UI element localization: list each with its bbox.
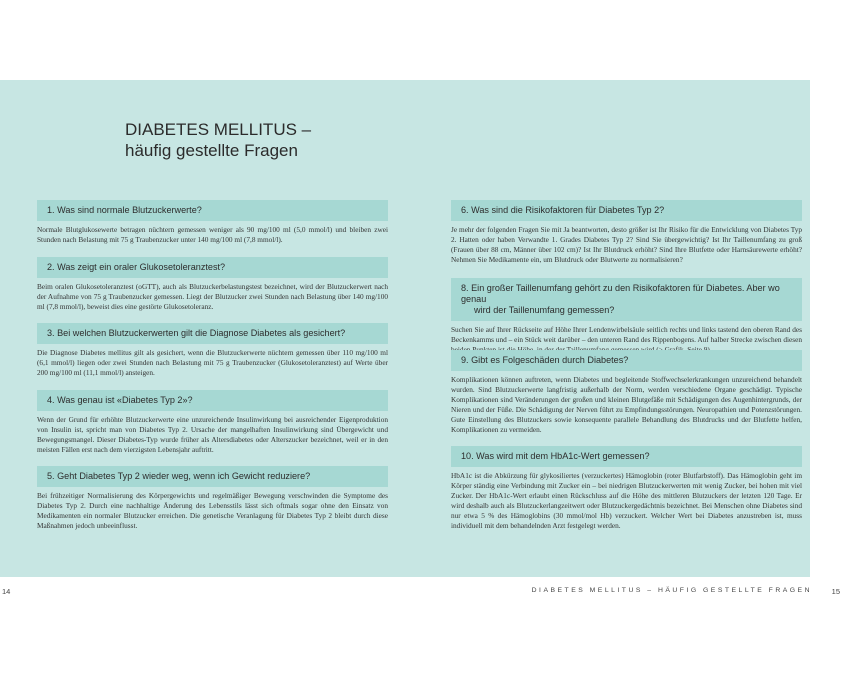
- faq-answer: Bei frühzeitiger Normalisierung des Körpergewichts und regelmäßiger Bewegung verschwinden die Symptome des Diabetes Typ 2. Durch eine nachhaltige Änderung des Lebensstils lässt sich oftmals sogar ohne den Einsatz von Medikamenten ein normaler Blutzucker erreichen. Die genetische Veranlagung für Diabetes Typ 2 bleibt durch diese Maßnahmen jedoch unbeeinflusst.: [37, 491, 388, 530]
- page-title-line1: DIABETES MELLITUS –: [125, 120, 312, 139]
- faq-item-6: [451, 200, 802, 265]
- faq-question: 9. Gibt es Folgeschäden durch Diabetes?: [451, 350, 802, 371]
- faq-question: 5. Geht Diabetes Typ 2 wieder weg, wenn ich Gewicht reduziere?: [37, 466, 388, 487]
- running-head: DIABETES MELLITUS – HÄUFIG GESTELLTE FRAGEN: [531, 587, 812, 594]
- faq-answer: Je mehr der folgenden Fragen Sie mit Ja beantworten, desto größer ist Ihr Risiko für die Entwicklung von Diabetes Typ 2. Hatten oder haben Verwandte 1. Grades Diabetes Typ 2? Sind Sie übergewichtig? Ist Ihr Taillenumfang zu groß (Frauen über 88 cm, Männer über 102 cm)? Ist Ihr Blutdruck erhöht? Sind Ihre Blutfette oder Harnsäurewerte erhöht? Nehmen Sie Medikamente ein, um Blutdruck oder Blutwerte zu normalisieren?: [451, 225, 802, 264]
- faq-question: 3. Bei welchen Blutzuckerwerten gilt die Diagnose Diabetes als gesichert?: [37, 323, 388, 344]
- faq-answer: Suchen Sie auf Ihrer Rückseite auf Höhe Ihrer Lendenwirbelsäule seitlich rechts und links tastend den oberen Rand des Beckenkamms und – ein Stück weit darüber – den unteren Rand des Rippenbogens. Auf halber Strecke zwischen diesen: [451, 325, 802, 344]
- faq-answer: HbA1c ist die Abkürzung für glykosiliertes (verzuckertes) Hämoglobin (roter Blutfarbstoff). Das Hämoglobin geht im Körper ständig eine Verbindung mit Zucker ein – bei niedrigen Blutzuckerwerten mit wenig Zucker, bei hohen mit viel Zucker. Der HbA1c-Wert erlaubt einen Rückschluss auf die Höhe des mittleren Blutzuckers der letzten 120 Tage. Er wird deshalb auch als Blutzuckerlangzeitwert oder Blutzuckergedächtnis bezeichnet. Bei Menschen ohne Diabetes sind nur etwa 5 % des Hämoglobins (30 mmol/mol Hb) verzuckert. Welcher Wert bei Diabetes anzustreben ist, muss individuell mit dem behandelnden Arzt festgelegt werden.: [451, 471, 802, 530]
- faq-question: [451, 278, 802, 321]
- faq-question: 10. Was wird mit dem HbA1c-Wert gemessen?: [451, 446, 802, 467]
- faq-item-5: [37, 466, 388, 531]
- faq-answer: Beim oralen Glukosetoleranztest (oGTT), auch als Blutzuckerbelastungstest bezeichnet, wird der Blutzuckerwert nach der Aufnahme von 75 g Traubenzucker gemessen. Liegt der Blutzucker zwei Stunden nach Belastung über 140 mg/100 ml (7,8 mmol/l), beweist dies eine gestörte Glukosetoleranz.: [37, 282, 388, 311]
- page-title: [125, 119, 311, 161]
- faq-item-10: [451, 446, 802, 530]
- faq-item-3: [37, 323, 388, 378]
- faq-answer: Wenn der Grund für erhöhte Blutzuckerwerte eine unzureichende Insulinwirkung bei ausreichender Eigenproduktion von Insulin ist, spricht man von Diabetes Typ 2. Ursache der mangelhaften Insulinwirkung sind Übergewicht und Bewegungsmangel. Dieser Diabetes-Typ wurde früher als Altersdiabetes oder Alterszucker bezeichnet, weil er in den meisten Fällen erst nach dem vierzigsten Lebensjahr auftritt.: [37, 415, 388, 454]
- page-title-line2: häufig gestellte Fragen: [125, 141, 298, 160]
- faq-question-line1: 8. Ein großer Taillenumfang gehört zu den Risikofaktoren für Diabetes. Aber wo genau: [461, 283, 780, 304]
- faq-item-8: [451, 278, 802, 355]
- faq-question: 4. Was genau ist «Diabetes Typ 2»?: [37, 390, 388, 411]
- page-number-left: 14: [2, 587, 11, 596]
- faq-answer: Komplikationen können auftreten, wenn Diabetes und begleitende Stoffwechselerkrankungen unzureichend behandelt wurden. Sind Blutzuckerwerte langfristig außerhalb der Norm, werden verschiedene Organe geschädigt. Typische Komplikationen sind Veränderungen der großen und kleinen Blutgefäße mit Schädigungen des Augenhintergrunds, der Nieren und der Füße. Die Schädigung der Nerven führt zu Empfindungsstörungen. Neuropathien und Potenzstörungen. Gute Einstellung des Blutzuckers sowie konsequente parallele Behandlung des Blutdrucks und der Blutfette helfen, Komplikationen zu vermeiden.: [451, 375, 802, 434]
- faq-answer: Normale Blutglukosewerte betragen nüchtern gemessen weniger als 90 mg/100 ml (5,0 mmol/l) und bleiben zwei Stunden nach Belastung mit 75 g Traubenzucker unter 140 mg/100 ml (7,8 mmol/l).: [37, 225, 388, 244]
- faq-question-line2: wird der Taillenumfang gemessen?: [474, 305, 615, 315]
- faq-item-1: [37, 200, 388, 245]
- page-spread: [0, 80, 810, 577]
- page-number-right: 15: [831, 587, 840, 596]
- faq-item-9: [451, 350, 802, 434]
- faq-question: 1. Was sind normale Blutzuckerwerte?: [37, 200, 388, 221]
- faq-item-4: [37, 390, 388, 455]
- faq-question: 6. Was sind die Risikofaktoren für Diabetes Typ 2?: [451, 200, 802, 221]
- faq-answer: Die Diagnose Diabetes mellitus gilt als gesichert, wenn die Blutzuckerwerte nüchtern gemessen über 110 mg/100 ml (6,1 mmol/l) liegen oder zwei Stunden nach Belastung mit 75 g Traubenzucker (Glukosetoleranztest) auf Werte über 200 mg/100 ml (11,1 mmol/l) ansteigen.: [37, 348, 388, 377]
- faq-question: 2. Was zeigt ein oraler Glukosetoleranztest?: [37, 257, 388, 278]
- faq-item-2: [37, 257, 388, 312]
